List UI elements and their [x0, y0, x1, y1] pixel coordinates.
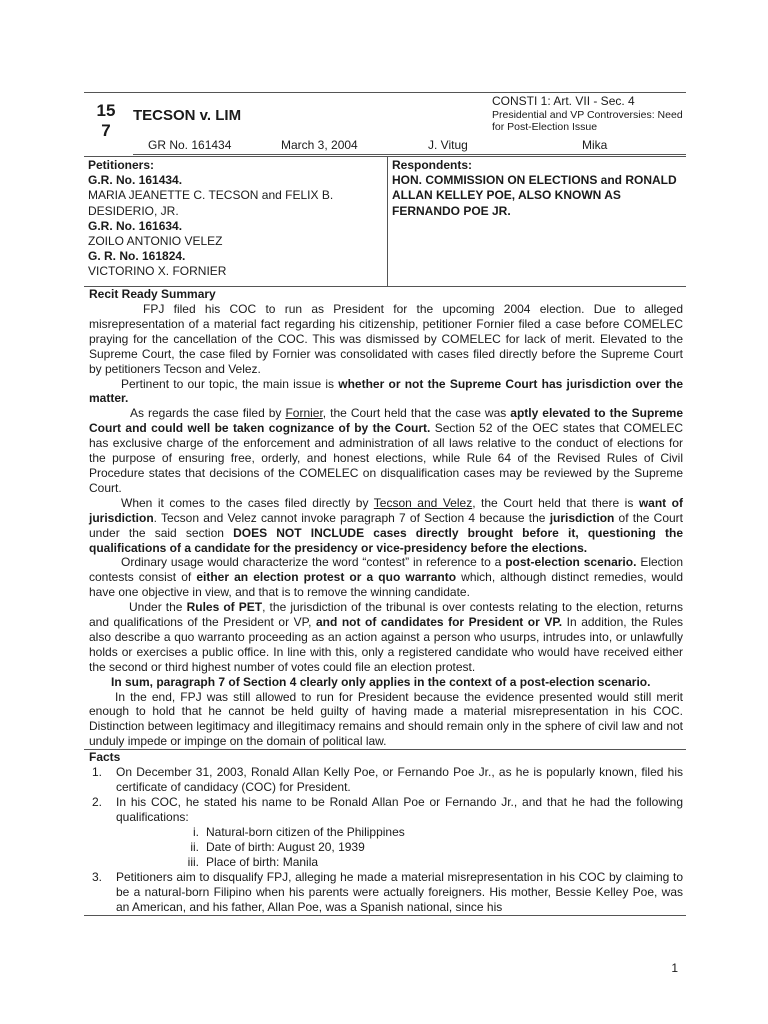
recit-paragraph: Under the Rules of PET, the jurisdiction of the tribunal is over contests relating to the election, returns and qualifications of the President or VP, and not of candidates for President or VP. In addition, the Rules also describe a quo warranto proceeding as an action against a person who usurps, intrudes into, or unlawfully holds or exercises a public office. In line with this, only a registered candidate who would have received either the second or third highest number of votes could file an election protest.: [89, 600, 683, 674]
list-item: iii. Place of birth: Manila: [187, 855, 319, 870]
case-meta: [133, 138, 686, 154]
petitioner-gr: G. R. No. 161824.: [88, 249, 186, 264]
subject-block: [492, 95, 686, 133]
petitioner-names: MARIA JEANETTE C. TECSON and FELIX B. DESIDERIO, JR.: [88, 188, 334, 218]
recit-summary: [84, 302, 686, 750]
recit-paragraph: In sum, paragraph 7 of Section 4 clearly only applies in the context of a post-election scenario.: [111, 674, 651, 689]
recit-paragraph: FPJ filed his COC to run as President for the upcoming 2004 election. Due to alleged misrepresentation of a material fact regarding his citizenship, petitioner Fornier filed a case before COMELEC praying for the cancellation of the COC. This was dismissed by COMELEC for lack of merit. Elevated to the Supreme Court, the case filed by Fornier was consolidated with cases filed directly before the Supreme Court by petitioners Tecson and Velez.: [89, 302, 683, 376]
list-item: i. Natural-born citizen of the Philippines: [193, 825, 405, 840]
document-page: [84, 92, 686, 916]
respondents-cell: [388, 157, 686, 286]
recit-paragraph: Ordinary usage would characterize the word “contest” in reference to a post-election scenario. Election contests consist of either an election protest or a quo warranto which, although distinct remedies, would have one objective in view, and that is to remove the winning candidate.: [89, 555, 684, 600]
recit-paragraph: In the end, FPJ was still allowed to run for President because the evidence presented would still merit enough to hold that he cannot be held guilty of having made a material misrepresentation in his COC. Distinction between legitimacy and illegitimacy remains and should remain only in the sphere of civil law and not unduly impede or impinge on the domain of political law.: [89, 689, 683, 749]
list-item: 1. On December 31, 2003, Ronald Allan Kelly Poe, or Fernando Poe Jr., as he is popularly known, filed his certificate of candidacy (COC) for President.: [92, 765, 683, 795]
petitioner-gr: G.R. No. 161634.: [88, 218, 183, 233]
ponente: J. Vitug: [428, 138, 468, 152]
petitioners-cell: [84, 157, 388, 286]
list-item: ii. Date of birth: August 20, 1939: [190, 840, 365, 855]
recit-paragraph: As regards the case filed by Fornier, the Court held that the case was aptly elevated to the Supreme Court and could well be taken cognizance of by the Court. Section 52 of the OEC states that COMELEC has exclusive charge of the enforcement and administration of all laws relative to the conduct of elections for the purpose of ensuring free, orderly, and honest elections, while Rule 64 of the Revised Rules of Civil Procedure states that decisions of the COMELEC on disqualification cases may be reviewed by the Supreme Court.: [89, 406, 683, 495]
case-number: 15 7: [96, 101, 116, 140]
petitioners-label: Petitioners:: [88, 158, 155, 172]
subject: CONSTI 1: Art. VII - Sec. 4: [492, 94, 635, 108]
respondents-names: HON. COMMISSION ON ELECTIONS and RONALD ALLAN KELLEY POE, ALSO KNOWN AS FERNANDO POE JR.: [392, 173, 677, 218]
facts-section: [84, 765, 686, 916]
recit-paragraph: Pertinent to our topic, the main issue is whether or not the Supreme Court has jurisdiction over the matter.: [89, 376, 683, 406]
petitioner-gr: G.R. No. 161434.: [88, 173, 183, 188]
petitioner-names: ZOILO ANTONIO VELEZ: [88, 234, 223, 249]
case-title: TECSON v. LIM: [133, 107, 242, 124]
topic: Presidential and VP Controversies: Need for Post-Election Issue: [492, 109, 683, 133]
petitioner-names: VICTORINO X. FORNIER: [88, 264, 227, 279]
recit-paragraph: When it comes to the cases filed directly by Tecson and Velez, the Court held that there is want of jurisdiction. Tecson and Velez cannot invoke paragraph 7 of Section 4 because the jurisdiction of the Court under the said section DOES NOT INCLUDE cases directly brought before it, questioning the qualifications of a candidate for the presidency or vice-presidency before the elections.: [89, 495, 684, 555]
parties-table: [84, 156, 686, 287]
recit-heading: Recit Ready Summary: [89, 287, 216, 301]
facts-heading: Facts: [89, 750, 121, 765]
facts-list: [89, 765, 683, 915]
header-divider: [133, 154, 686, 155]
gr-number: GR No. 161434: [148, 138, 232, 152]
page-number: 1: [671, 961, 678, 975]
respondents-label: Respondents:: [392, 158, 473, 172]
decision-date: March 3, 2004: [281, 138, 358, 152]
qualifications-list: [177, 825, 683, 870]
case-header: [84, 92, 686, 156]
digester: Mika: [582, 138, 608, 152]
list-item: 3. Petitioners aim to disqualify FPJ, alleging he made a material misrepresentation in his COC by claiming to be a natural-born Filipino when his parents were actually foreigners. His mother, Bessie Kelley Poe, was an American, and his father, Allan Poe, was a Spanish national, since his: [92, 870, 683, 915]
list-item: 2. In his COC, he stated his name to be Ronald Allan Poe or Fernando Jr., and that he had the following qualifications: i. Natural-born citizen of the Philippines ii. Date of birth: August 20, 1939 iii. Place of birth: Manila: [92, 795, 683, 870]
